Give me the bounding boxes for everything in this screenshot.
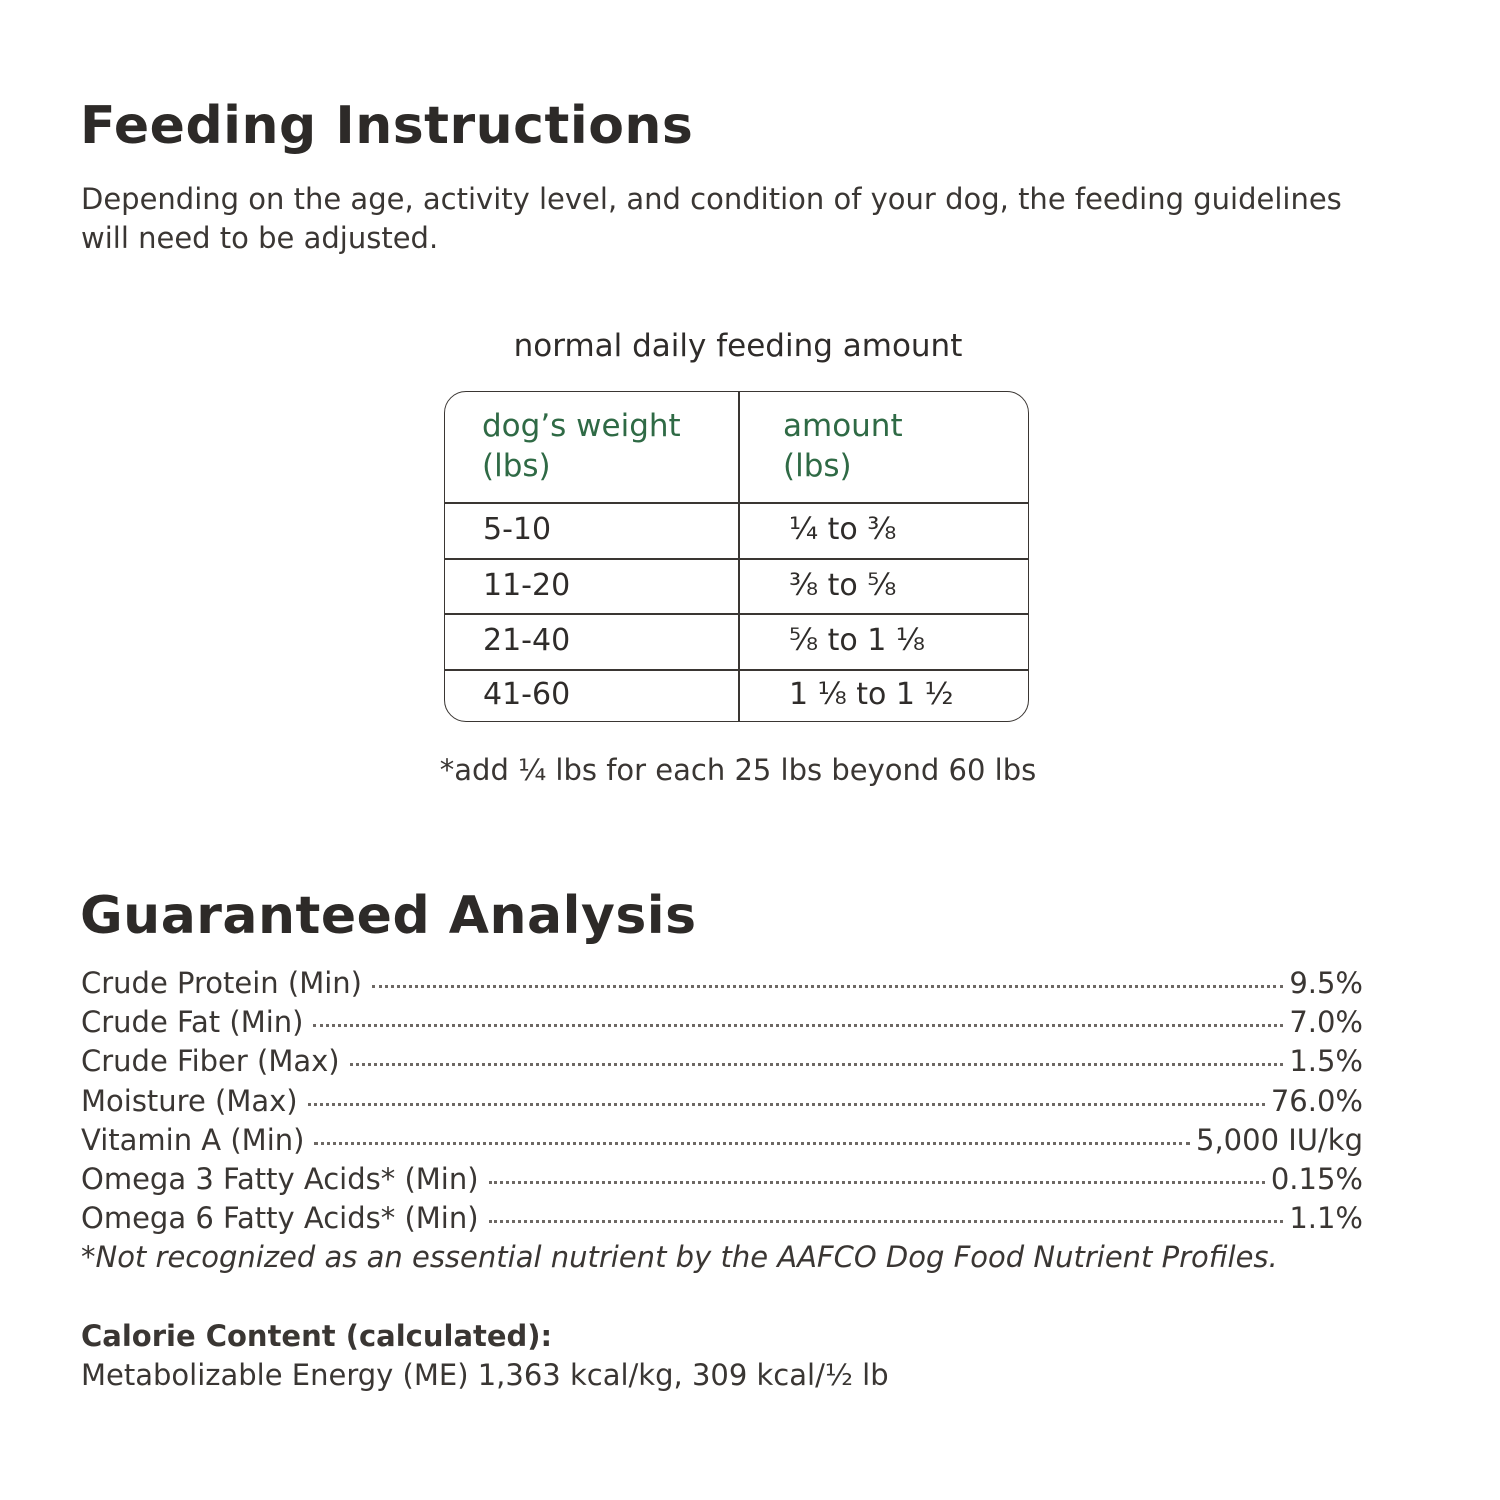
analysis-row bbox=[81, 966, 1363, 1005]
analysis-label: Omega 6 Fatty Acids* (Min) bbox=[81, 1201, 479, 1236]
analysis-label: Crude Fiber (Max) bbox=[81, 1044, 340, 1079]
guaranteed-analysis-title: Guaranteed Analysis bbox=[80, 886, 697, 946]
dot-leader bbox=[372, 985, 1283, 988]
table-cell-amount: 1 ⅛ to 1 ½ bbox=[789, 677, 954, 712]
table-cell-weight: 41-60 bbox=[483, 677, 571, 712]
feeding-intro-text: Depending on the age, activity level, and condition of your dog, the feeding guidelines will need to be adjusted. bbox=[81, 182, 1342, 255]
dot-leader bbox=[314, 1142, 1190, 1145]
table-row-divider bbox=[445, 502, 1028, 504]
analysis-value: 5,000 IU/kg bbox=[1196, 1122, 1363, 1157]
table-cell-amount: ¼ to ⅜ bbox=[789, 512, 897, 547]
analysis-label: Moisture (Max) bbox=[81, 1083, 298, 1118]
table-row-divider bbox=[445, 669, 1028, 671]
dot-leader bbox=[308, 1103, 1265, 1106]
analysis-value: 0.15% bbox=[1270, 1161, 1363, 1196]
dot-leader bbox=[489, 1220, 1284, 1223]
analysis-footnote: *Not recognized as an essential nutrient by the AAFCO Dog Food Nutrient Profiles. bbox=[81, 1240, 1278, 1274]
feeding-instructions-title: Feeding Instructions bbox=[80, 96, 694, 156]
table-header-weight bbox=[482, 406, 681, 486]
analysis-label: Crude Protein (Min) bbox=[81, 966, 362, 1000]
table-row-divider bbox=[445, 613, 1028, 615]
table-cell-amount: ⅝ to 1 ⅛ bbox=[789, 623, 925, 658]
table-cell-weight: 11-20 bbox=[483, 568, 571, 603]
table-header-amount-line1: amount bbox=[783, 408, 903, 444]
feeding-table bbox=[444, 391, 1029, 722]
dot-leader bbox=[489, 1181, 1265, 1184]
analysis-row bbox=[81, 1201, 1363, 1240]
analysis-value: 9.5% bbox=[1289, 966, 1363, 1000]
dot-leader bbox=[350, 1063, 1284, 1066]
analysis-row bbox=[81, 1005, 1363, 1044]
dot-leader bbox=[313, 1024, 1283, 1027]
analysis-value: 1.1% bbox=[1289, 1201, 1363, 1236]
table-header-weight-line2: (lbs) bbox=[482, 448, 551, 484]
table-header-weight-line1: dog’s weight bbox=[482, 408, 681, 444]
table-cell-weight: 21-40 bbox=[483, 623, 571, 658]
analysis-value: 7.0% bbox=[1289, 1005, 1363, 1040]
analysis-value: 1.5% bbox=[1289, 1044, 1363, 1079]
table-cell-amount: ⅜ to ⅝ bbox=[789, 568, 897, 603]
table-header-amount-line2: (lbs) bbox=[783, 448, 852, 484]
calorie-content-value: Metabolizable Energy (ME) 1,363 kcal/kg, 309 kcal/½ lb bbox=[81, 1358, 889, 1392]
feeding-table-caption: normal daily feeding amount bbox=[513, 328, 963, 364]
analysis-row bbox=[81, 1084, 1363, 1123]
analysis-label: Vitamin A (Min) bbox=[81, 1122, 305, 1157]
analysis-label: Omega 3 Fatty Acids* (Min) bbox=[81, 1161, 479, 1196]
analysis-row bbox=[81, 1123, 1363, 1162]
analysis-row bbox=[81, 1044, 1363, 1083]
analysis-list bbox=[81, 966, 1363, 1240]
table-cell-weight: 5-10 bbox=[483, 512, 552, 547]
table-header-amount bbox=[783, 406, 903, 486]
analysis-row bbox=[81, 1162, 1363, 1201]
table-column-divider bbox=[738, 392, 740, 721]
calorie-content-heading: Calorie Content (calculated): bbox=[81, 1319, 553, 1353]
feeding-table-footnote: *add ¼ lbs for each 25 lbs beyond 60 lbs bbox=[439, 753, 1037, 787]
analysis-value: 76.0% bbox=[1270, 1083, 1363, 1118]
table-row-divider bbox=[445, 558, 1028, 560]
analysis-label: Crude Fat (Min) bbox=[81, 1005, 304, 1040]
